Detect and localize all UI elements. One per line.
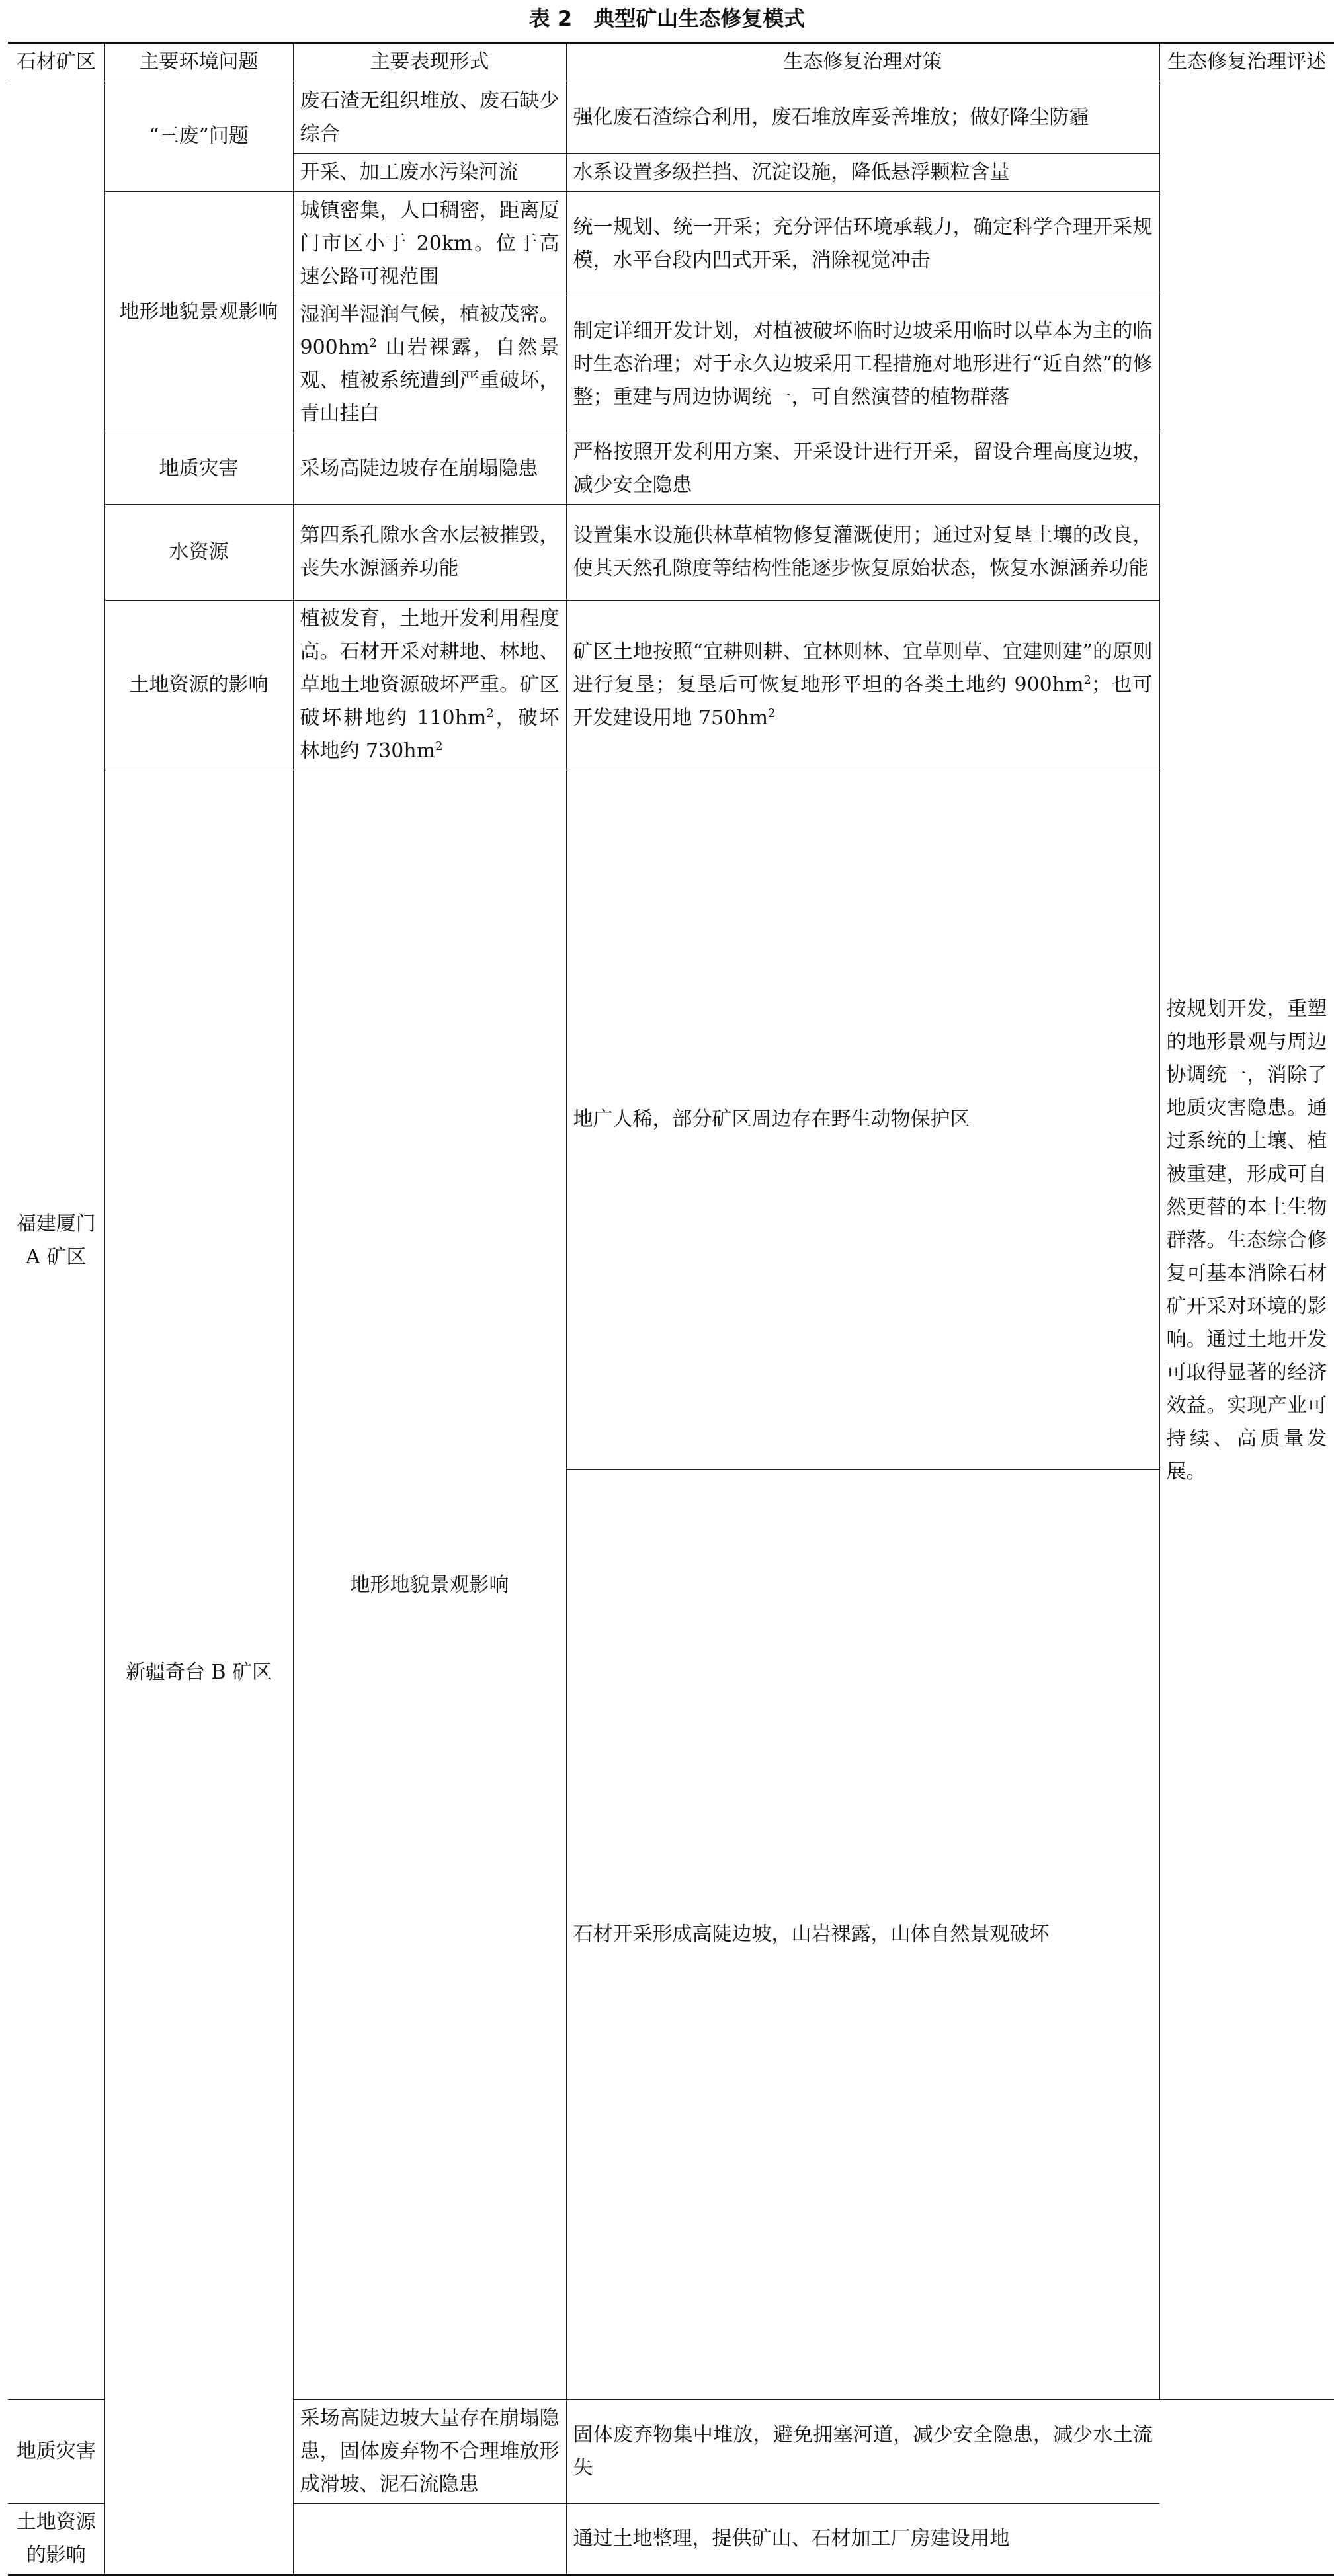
table-row: [8, 81, 1334, 154]
table-row: [8, 433, 1334, 505]
form-cell: [293, 2504, 566, 2575]
measure-cell: 严格按照开发利用方案、开采设计进行开采，留设合理高度边坡，减少安全隐患: [566, 433, 1159, 505]
issue-cell: 土地资源的影响: [104, 601, 293, 770]
region-cell-b: 新疆奇台 B 矿区: [104, 770, 293, 2575]
region-cell-a: 福建厦门 A 矿区: [8, 81, 104, 2400]
table-row: [8, 601, 1334, 770]
header-evaluation: 生态修复治理评述: [1159, 43, 1334, 81]
restoration-table: [8, 42, 1334, 2576]
measure-cell: 强化废石渣综合利用，废石堆放库妥善堆放；做好降尘防霾: [566, 81, 1159, 154]
form-cell: 第四系孔隙水含水层被摧毁，丧失水源涵养功能: [293, 505, 566, 601]
table-row: [8, 192, 1334, 296]
issue-cell: 水资源: [104, 505, 293, 601]
issue-cell: 地形地貌景观影响: [104, 192, 293, 433]
issue-cell: “三废”问题: [104, 81, 293, 192]
issue-cell: 地形地貌景观影响: [293, 770, 566, 2400]
issue-cell: 地质灾害: [8, 2400, 104, 2504]
header-issue: 主要环境问题: [104, 43, 293, 81]
measure-cell: 通过土地整理，提供矿山、石材加工厂房建设用地: [566, 2504, 1159, 2575]
header-measure: 生态修复治理对策: [566, 43, 1159, 81]
header-form: 主要表现形式: [293, 43, 566, 81]
form-cell: 湿润半湿润气候，植被茂密。$900hm^2$ 山岩裸露，自然景观、植被系统遭到严重破坏，青山挂白: [293, 296, 566, 433]
measure-cell: 固体废弃物集中堆放，避免拥塞河道，减少安全隐患，减少水土流失: [566, 2400, 1159, 2504]
issue-cell: 土地资源的影响: [8, 2504, 104, 2575]
header-row: [8, 43, 1334, 81]
form-cell: 开采、加工废水污染河流: [293, 154, 566, 192]
form-cell: 地广人稀，部分矿区周边存在野生动物保护区: [566, 770, 1159, 1470]
measure-cell: 制定详细开发计划，对植被破坏临时边坡采用临时以草本为主的临时生态治理；对于永久边坡采用工程措施对地形进行“近自然”的修整；重建与周边协调统一，可自然演替的植物群落: [566, 296, 1159, 433]
form-cell: 采场高陡边坡大量存在崩塌隐患，固体废弃物不合理堆放形成滑坡、泥石流隐患: [293, 2400, 566, 2504]
header-region: 石材矿区: [8, 43, 104, 81]
issue-cell: 地质灾害: [104, 433, 293, 505]
form-cell: 城镇密集，人口稠密，距离厦门市区小于 20km。位于高速公路可视范围: [293, 192, 566, 296]
form-cell: 植被发育，土地开发利用程度高。石材开采对耕地、林地、草地土地资源破坏严重。矿区破坏耕地约 $110hm^2$，破坏林地约 $730hm^2$: [293, 601, 566, 770]
table-title: 表 2 典型矿山生态修复模式: [528, 6, 806, 31]
evaluation-cell-a: 按规划开发，重塑的地形景观与周边协调统一，消除了地质灾害隐患。通过系统的土壤、植被重建，形成可自然更替的本土生物群落。生态综合修复可基本消除石材矿开采对环境的影响。通过土地开发可取得显著的经济效益。实现产业可持续、高质量发展。: [1159, 81, 1334, 2400]
form-cell: 废石渣无组织堆放、废石缺少综合: [293, 81, 566, 154]
form-cell: 石材开采形成高陡边坡，山岩裸露，山体自然景观破坏: [566, 1470, 1159, 2400]
measure-cell: 水系设置多级拦挡、沉淀设施，降低悬浮颗粒含量: [566, 154, 1159, 192]
measure-cell: 矿区土地按照“宜耕则耕、宜林则林、宜草则草、宜建则建”的原则进行复垦；复垦后可恢复地形平坦的各类土地约 $900hm^2$；也可开发建设用地 $750hm^2$: [566, 601, 1159, 770]
measure-cell: 统一规划、统一开采；充分评估环境承载力，确定科学合理开采规模，水平台段内凹式开采，消除视觉冲击: [566, 192, 1159, 296]
table-row: [8, 505, 1334, 601]
table-row: [8, 770, 1334, 1470]
form-cell: 采场高陡边坡存在崩塌隐患: [293, 433, 566, 505]
measure-cell: 设置集水设施供林草植物修复灌溉使用；通过对复垦土壤的改良，使其天然孔隙度等结构性能逐步恢复原始状态，恢复水源涵养功能: [566, 505, 1159, 601]
